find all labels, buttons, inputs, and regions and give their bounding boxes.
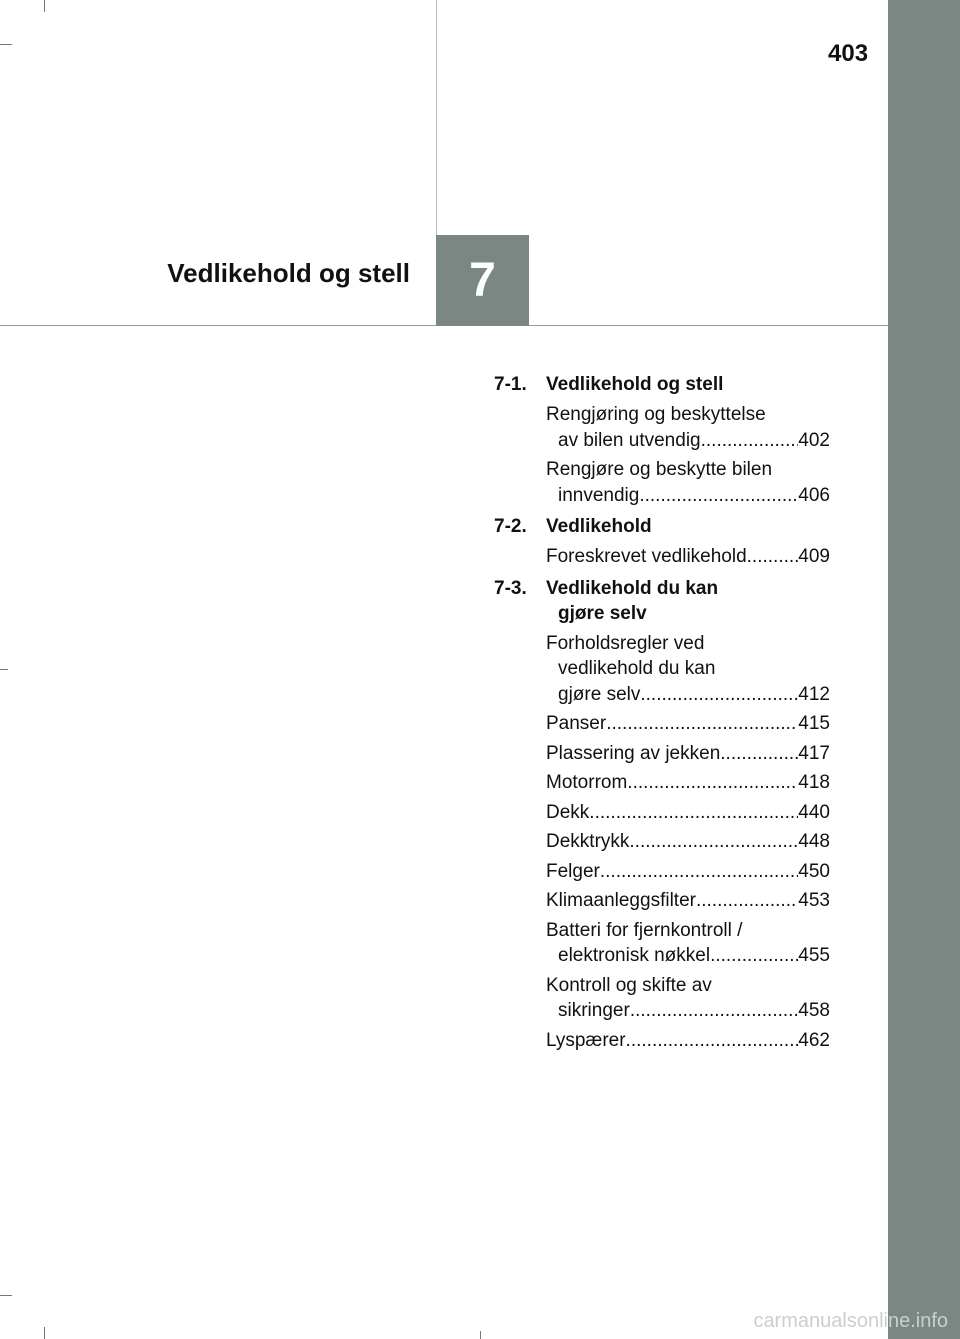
toc-entry[interactable] [546,1028,830,1054]
toc-entry-text: Klimaanleggsfilter [546,890,696,911]
toc-entry-line [546,800,830,826]
toc-entry-line [546,544,830,570]
toc-entry-text: Dekk [546,801,590,823]
toc-entry-page: 453 [798,890,830,911]
header-divider-vertical [436,0,437,235]
toc-entry-line [546,829,830,855]
toc-entry[interactable] [546,918,830,969]
toc-section-title-line: Vedlikehold [546,516,652,537]
toc-section-number: 7-2. [494,516,527,537]
toc-entry-text: Motorrom [546,772,628,793]
toc-entry[interactable] [546,888,830,914]
toc-entry-text: Panser [546,713,607,734]
toc-entry-text: Batteri for fjernkontroll / [546,919,743,941]
toc-entry-text: Forholdsregler ved [546,632,705,654]
toc-entry-line [546,682,830,708]
crop-mark [0,44,12,45]
toc-entry-page: 448 [798,831,830,852]
toc-entry-page: 458 [798,1000,830,1021]
toc-entry-text: Lyspærer [546,1029,626,1051]
chapter-title: Vedlikehold og stell [167,258,410,288]
toc-dot-leader [701,428,799,454]
toc-entry[interactable] [546,711,830,737]
toc-dot-leader [606,711,798,737]
crop-mark [44,1327,45,1339]
toc-entry-page: 418 [798,772,830,793]
toc-entry-text: Dekktrykk [546,831,630,852]
toc-section-title-line: Vedlikehold og stell [546,374,724,395]
toc-dot-leader [626,1028,799,1054]
toc-entry-page: 412 [798,683,830,705]
toc-section-title-line: gjøre selv [558,602,647,624]
toc-entry-text: Felger [546,860,600,882]
chapter-number: 7 [469,254,496,307]
toc-entry-line [546,943,830,969]
toc-section-number: 7-3. [494,577,527,599]
toc-entry-page: 450 [798,860,830,882]
toc-entry-text: elektronisk nøkkel [558,945,711,966]
toc-entry-page: 455 [798,945,830,966]
toc-dot-leader [696,888,798,914]
toc-entry-line [546,859,830,885]
toc-dot-leader [747,544,799,570]
chapter-side-tab [888,0,960,1339]
toc-entry-text: gjøre selv [558,683,641,705]
toc-dot-leader [589,800,798,826]
toc-entry[interactable] [546,457,830,508]
toc-section-title [546,516,652,537]
toc-entry[interactable] [546,741,830,767]
toc-section-heading [494,372,830,397]
toc-entry[interactable] [546,973,830,1024]
toc-entry-line [546,428,830,454]
toc-entry-text: Rengjøre og beskytte bilen [546,459,773,480]
toc-entry[interactable] [546,544,830,570]
toc-dot-leader [639,483,798,509]
toc-dot-leader [600,859,798,885]
chapter-number-box [436,235,529,326]
toc-entry-line [546,1028,830,1054]
toc-dot-leader [710,943,798,969]
toc-section-title-line: Vedlikehold du kan [546,577,719,599]
toc-entry-page: 415 [798,713,830,734]
crop-mark [0,1295,12,1296]
toc-entry-text: Rengjøring og beskyttelse [546,404,766,425]
toc-dot-leader [640,682,798,708]
toc-entry[interactable] [546,631,830,708]
toc-entry-page: 406 [798,484,830,506]
toc-entry-text: sikringer [558,1000,630,1021]
toc-entry-text: Plassering av jekken [546,742,721,764]
toc-entry[interactable] [546,770,830,796]
watermark: carmanualsonline.info [753,1310,948,1332]
toc-entry-line [546,741,830,767]
toc-entry-line [546,711,830,737]
toc-entry-line [546,998,830,1024]
crop-mark [0,669,8,670]
toc-section-title [546,578,830,626]
toc-entry-text: vedlikehold du kan [558,658,716,679]
toc-entry-page: 417 [798,742,830,764]
toc-section-number: 7-1. [494,374,527,395]
toc-dot-leader [630,998,798,1024]
toc-entry[interactable] [546,829,830,855]
toc-dot-leader [720,741,798,767]
toc-entry[interactable] [546,859,830,885]
toc-dot-leader [627,770,798,796]
toc-entry[interactable] [546,402,830,453]
toc-entry-line [546,770,830,796]
toc-entry-text: Kontroll og skifte av [546,974,712,996]
toc-section-title [546,374,723,395]
toc-entry-line [546,483,830,509]
toc-section [494,576,830,1054]
crop-mark [44,0,45,12]
toc-section [494,372,830,508]
toc-entry[interactable] [546,800,830,826]
toc-entry-text: Foreskrevet vedlikehold [546,546,747,567]
toc-section-heading [494,576,830,626]
crop-mark [480,1331,481,1339]
toc-entry-page: 440 [798,801,830,823]
toc-section [494,514,830,570]
toc-section-heading [494,514,830,539]
toc-entry-text: innvendig [558,484,640,506]
toc-entry-page: 462 [798,1029,830,1051]
toc-entry-page: 409 [798,546,830,567]
toc-dot-leader [629,829,798,855]
toc-entry-text: av bilen utvendig [558,429,701,451]
toc-entry-page: 402 [798,429,830,451]
table-of-contents [494,372,830,1059]
page-number: 403 [828,40,869,67]
toc-entry-line [546,888,830,914]
